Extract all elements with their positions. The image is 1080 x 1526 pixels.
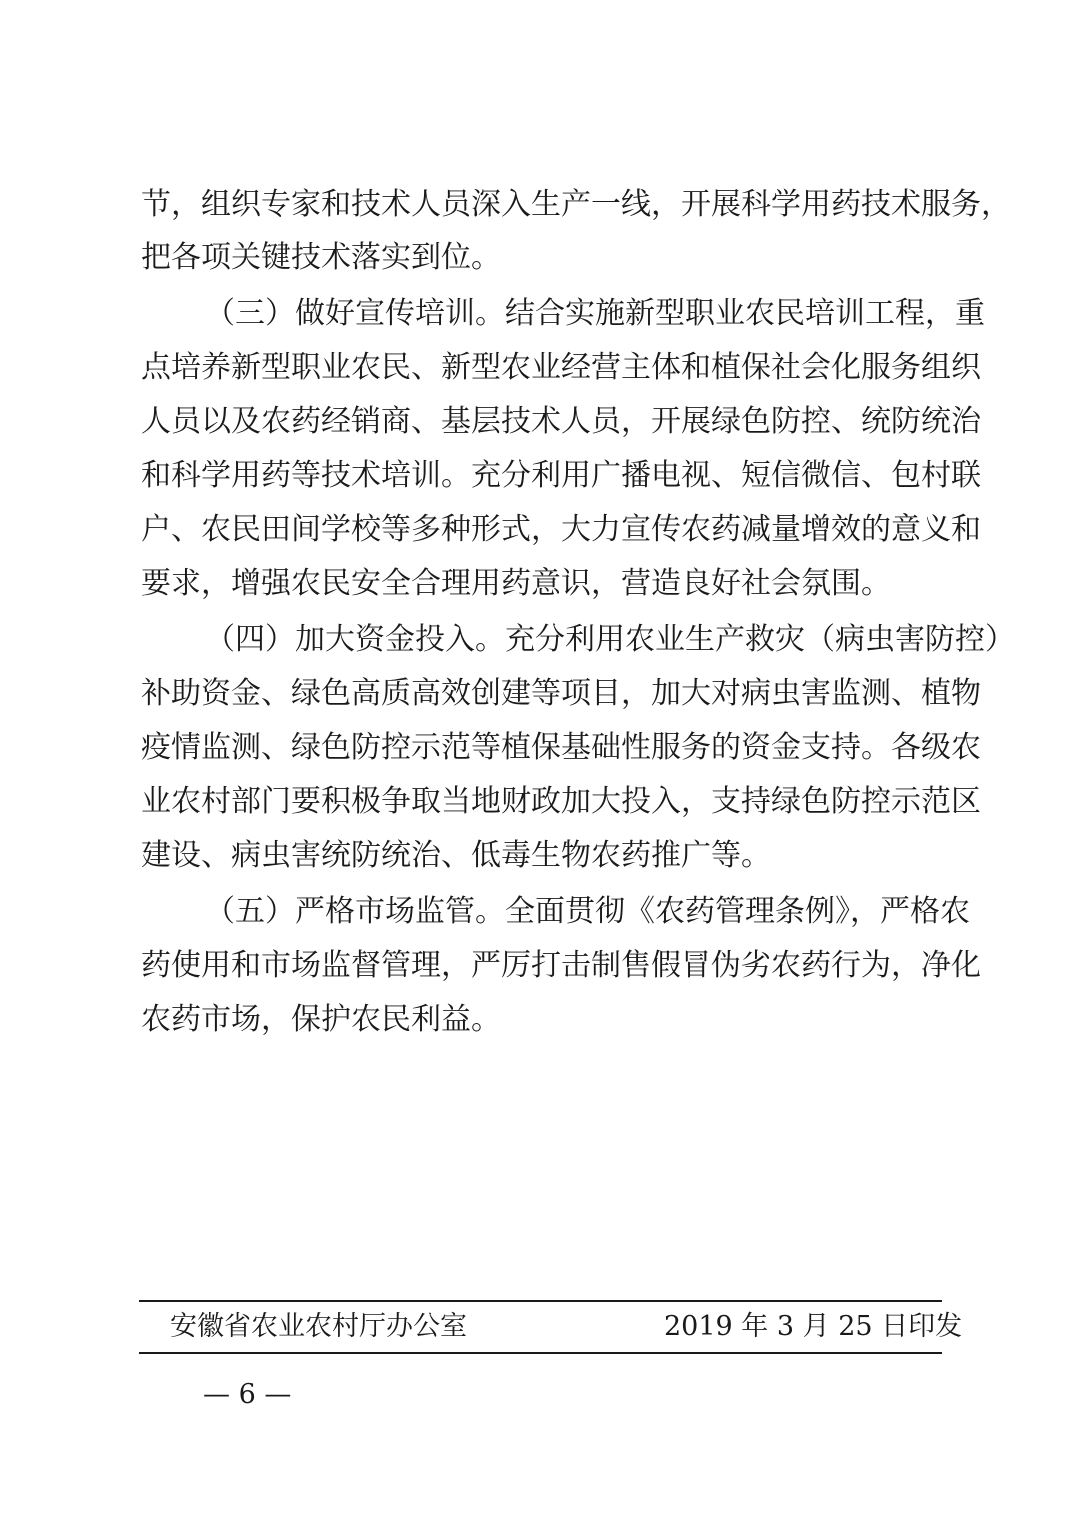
body-line: 和科学用药等技术培训。充分利用广播电视、短信微信、包村联 (141, 458, 981, 493)
body-line: 人员以及农药经销商、基层技术人员，开展绿色防控、统防统治 (141, 404, 981, 439)
body-line: 节，组织专家和技术人员深入生产一线，开展科学用药技术服务， (141, 187, 1011, 222)
body-line: 户、农民田间学校等多种形式，大力宣传农药减量增效的意义和 (141, 512, 981, 547)
body-line: 业农村部门要积极争取当地财政加大投入，支持绿色防控示范区 (141, 784, 981, 819)
page-number: — 6 — (203, 1379, 292, 1410)
body-line: 补助资金、绿色高质高效创建等项目，加大对病虫害监测、植物 (141, 676, 981, 711)
body-line: 药使用和市场监督管理，严厉打击制售假冒伪劣农药行为，净化 (141, 948, 981, 983)
footer-bottom-rule (139, 1352, 942, 1354)
body-line: 把各项关键技术落实到位。 (141, 240, 501, 275)
section-five-first-line: （五）严格市场监管。全面贯彻《农药管理条例》，严格农 (205, 894, 970, 929)
body-line: 疫情监测、绿色防控示范等植保基础性服务的资金支持。各级农 (141, 730, 981, 765)
section-three-first-line: （三）做好宣传培训。结合实施新型职业农民培训工程，重 (205, 296, 985, 331)
body-line: 建设、病虫害统防统治、低毒生物农药推广等。 (141, 838, 771, 873)
body-line: 农药市场，保护农民利益。 (141, 1002, 501, 1037)
body-line: 要求，增强农民安全合理用药意识，营造良好社会氛围。 (141, 566, 891, 601)
footer-top-rule (139, 1300, 942, 1302)
section-four-first-line: （四）加大资金投入。充分利用农业生产救灾（病虫害防控） (205, 622, 1015, 657)
issuer-name: 安徽省农业农村厅办公室 (170, 1311, 467, 1342)
body-line: 点培养新型职业农民、新型农业经营主体和植保社会化服务组织 (141, 350, 981, 385)
issue-date: 2019 年 3 月 25 日印发 (664, 1311, 963, 1342)
